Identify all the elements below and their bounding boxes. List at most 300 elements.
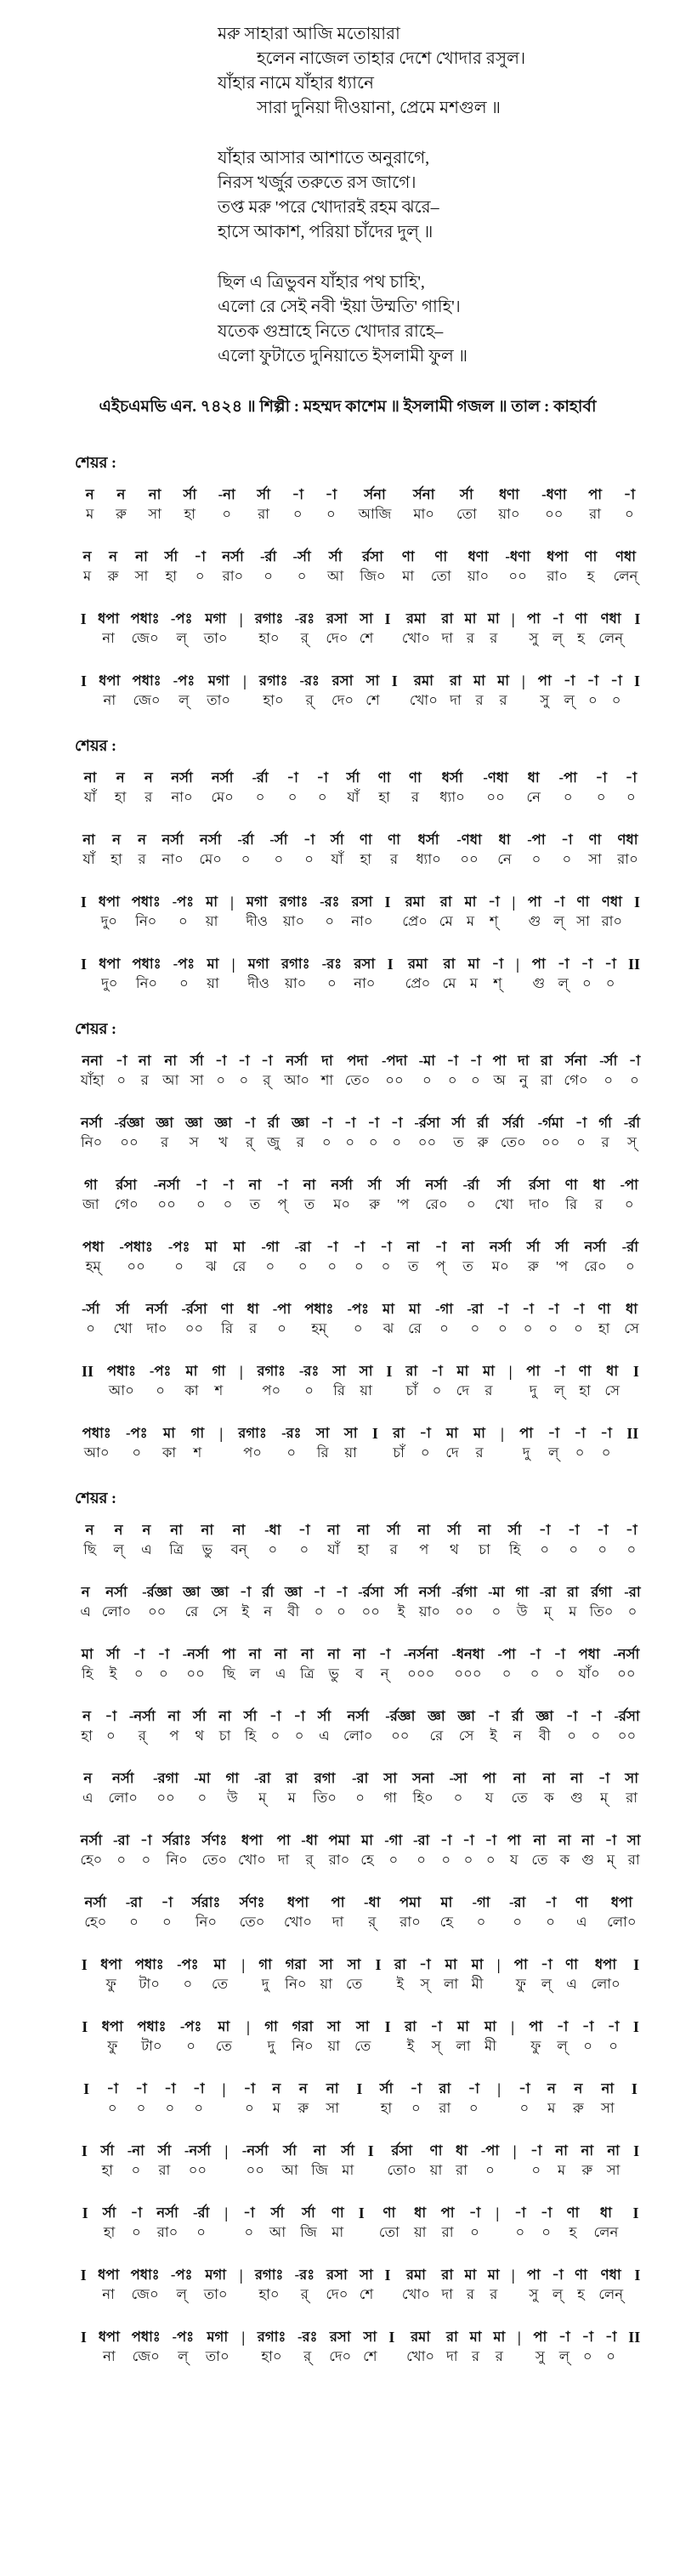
lyric-token: ম [272,2100,280,2116]
sargam-token: রসা [326,610,348,627]
sargam-token: II [626,1425,639,1442]
sargam-token: ন [85,1522,94,1538]
beat-column [400,955,437,994]
sargam-token: ধপা [101,2018,123,2034]
lyric-token: লো০ [343,1728,373,1744]
beat-column [253,672,294,711]
beat-column [532,672,558,711]
beat-column [401,1300,428,1339]
beat-column [354,1893,390,1932]
beat-column [485,955,509,994]
beat-column [118,1424,155,1463]
lyric-token: ০ [241,851,251,867]
lyric-token: হা [357,1541,370,1558]
sargam-token: -া [610,672,622,689]
beat-column [552,2328,575,2367]
beat-column [162,1707,186,1746]
lyric-token: ০ [569,1541,579,1558]
sargam-token: -না [218,486,235,502]
sargam-token: র্সা [526,1239,541,1255]
song-header: এইচএমভি এন. ৭৪২৪ ॥ শিল্পী : মহম্মদ কাশেম ॥ ইসলামী গজল ॥ তাল : কাহার্বা [99,398,597,416]
notation-lyrics-row [75,1300,646,1339]
lyric-token: সু [529,630,539,646]
notation-section [75,1486,654,2367]
lyric-token: ০ [575,1444,585,1461]
lyric-token: তো [456,506,477,522]
beat-column [400,769,430,808]
sargam-token: জ্ঞা [284,1584,303,1600]
beat-column [339,1955,368,1994]
beat-column [462,2204,488,2243]
beat-column [296,1831,323,1870]
beat-column [541,1424,567,1463]
sargam-token: র্সা [447,1522,462,1538]
lyric-token: রি [316,1444,329,1461]
sargam-token: -া [596,1522,609,1538]
sargam-token: না [201,1522,214,1538]
beat-column [208,1114,237,1153]
sargam-token: পধা [578,1646,600,1662]
lyric-token: ই [397,1603,405,1620]
beat-column [280,1583,308,1622]
sargam-token: ণধা [615,548,636,565]
sargam-token: র্রা [511,1708,524,1724]
beat-column [548,2142,574,2181]
lyric-token: দু [529,1382,537,1399]
beat-column [75,1955,94,1994]
sargam-token: -পধাঃ [119,1239,153,1255]
sargam-token: -ধণা [505,548,530,565]
notation-lyrics-row [75,610,646,649]
sargam-token: না [513,1770,526,1786]
lyric-token: তে [354,2038,371,2054]
lyric-token: ম [547,2100,556,2116]
beat-column [382,2328,400,2367]
lyric-token: ০০ [361,1603,381,1620]
lyric-token: লা [444,1976,459,1992]
sargam-token: -রা [624,1584,641,1600]
lyric-token: ত [462,1258,473,1274]
beat-column [241,1300,266,1339]
lyric-token: না [102,630,115,646]
lyric-token: না০ [351,913,373,929]
lyric-token: ০ [554,1665,564,1682]
sargam-token: ধপা [98,610,120,627]
sargam-token: -পঃ [172,2329,195,2345]
lyric-token: শ্ [493,975,502,991]
lyric-token: যাঁ [327,1541,340,1558]
sargam-token: I [356,2080,363,2097]
lyric-token: রা [627,1852,640,1868]
sargam-token: I [384,2018,391,2035]
lyric-token: ০ [178,975,189,991]
sargam-token: ণা [388,831,400,848]
sargam-token: -পঃ [177,1956,199,1972]
lyric-token: রা০ [400,1914,421,1930]
lyric-token: চা [218,1728,231,1744]
beat-column [75,1052,110,1091]
sargam-token: নর্সা [331,1177,353,1193]
beat-column [206,1362,233,1401]
beat-column [231,1424,275,1463]
beat-column [352,831,380,870]
beat-column [286,1114,314,1153]
beat-column [235,1955,252,1994]
beat-column [335,2142,361,2181]
beat-column [298,1300,340,1339]
lyric-token: ০ [244,2224,254,2240]
sargam-token: -রা [351,1770,369,1786]
beat-column [451,1707,481,1746]
sargam-token: -র্সা [269,831,288,848]
lyric-token: র [475,692,484,708]
lyric-token: এ [319,1728,330,1744]
beat-column [108,1114,150,1153]
sargam-token: ধা [498,831,511,848]
lyric-token: দা [446,2348,458,2364]
beat-column [626,2204,646,2243]
sargam-token: ন [144,769,153,786]
beat-column [353,1362,380,1401]
beat-column [95,2204,123,2243]
notation-lyrics-row [75,1955,646,1994]
lyric-token: সা [326,2100,340,2116]
lyric-token: রে০ [425,1196,448,1212]
lyric-token: ০ [299,1541,309,1558]
lyric-token: ০ [540,1541,550,1558]
beat-column [111,1238,161,1277]
sargam-token: ণধা [617,831,638,848]
lyric-token: ০০ [417,1134,437,1150]
sargam-token: -া [430,2018,442,2034]
beat-column [483,1583,510,1622]
lyric-token: রা [158,2162,171,2178]
sargam-token: রসা [351,894,373,910]
sargam-token: ণা [598,1301,611,1317]
beat-column [617,1769,646,1808]
beat-column [281,485,314,525]
sargam-token: I [633,1956,640,1973]
lyric-token: ০ [297,568,307,584]
lyric-token: আ০ [83,1444,110,1461]
lyric-token: শে [366,692,380,708]
beat-column [314,893,345,932]
lyric-token: ভু [201,1541,212,1558]
sargam-token: -া [581,2018,594,2034]
beat-column [249,2266,289,2305]
beat-column [369,769,400,808]
lyric-token: ০০ [508,568,527,584]
beat-column [482,1238,519,1277]
lyric-token: ০ [178,913,188,929]
sargam-token: -র্রা [462,1177,479,1193]
sargam-token: র্সা [190,1053,204,1069]
lyric-token: ০০ [541,1134,560,1150]
lyric-token: এ [80,1603,91,1620]
beat-column [592,1114,618,1153]
sargam-token: -া [518,2080,530,2097]
beat-column [323,2328,357,2367]
sargam-token: -া [293,1708,305,1724]
sargam-token: -া [157,1646,170,1662]
lyric-token: র [144,789,153,805]
sargam-token: পধাঃ [82,1425,111,1441]
sargam-token: -া [105,1708,117,1724]
sargam-token: মগা [246,894,268,910]
beat-column [454,1238,482,1277]
lyric-token: ০ [485,2162,495,2178]
sargam-token: ধপা [286,1894,309,1910]
beat-column [188,1176,215,1215]
lyric-token: ০ [162,1914,172,1930]
notation-lyrics-row [75,1114,646,1153]
lyric-token: দীও [246,913,269,929]
beat-column [151,1645,176,1684]
sargam-token: র্সা [379,2080,394,2097]
beat-column [255,1052,278,1091]
sargam-token: ন [116,486,126,502]
beat-column [93,2328,126,2367]
sargam-token: ধা [246,1301,259,1317]
beat-column [75,485,105,525]
sargam-token: I [80,894,87,911]
beat-column [293,672,325,711]
beat-column [616,769,646,808]
sargam-token: ন [81,1584,90,1600]
lyric-token: র [466,2286,474,2302]
lyric-token: ম [469,975,479,991]
sargam-token: ন [114,1522,123,1538]
beat-column [214,1300,241,1339]
sargam-token: | [497,2080,502,2097]
beat-column [348,955,381,994]
beat-column [491,672,515,711]
sargam-token: -পঃ [172,894,195,910]
lyric-token: ০০ [246,2162,264,2178]
sargam-token: না [232,1522,246,1538]
sargam-token: -মা [194,1770,211,1786]
sargam-token: I [386,1363,393,1380]
lyric-token: র [495,2348,503,2364]
beat-column [446,1583,483,1622]
sargam-token: সনা [411,1770,434,1786]
sargam-token: র্গা [598,1115,612,1131]
sargam-token: সা [347,1956,361,1972]
lyric-token: লো০ [108,1790,138,1806]
lyric-token: ০ [574,1320,583,1336]
lyric-token: য়া০ [467,568,490,584]
lyric-token: ০ [485,1852,496,1868]
beat-column [376,1300,401,1339]
sargam-token: র্সণঃ [239,1894,265,1910]
lyric-token: চাঁ [393,1444,405,1461]
lyric-token: হা০ [258,630,280,646]
notation-lyrics-row [75,2204,646,2243]
beat-column [509,955,526,994]
sargam-token: -া [434,1239,447,1255]
sargam-token: রগাঃ [254,610,284,627]
beat-column [355,1831,379,1870]
sargam-token: না [167,1708,181,1724]
lyric-token: তি০ [313,1790,337,1806]
beat-column [599,2328,622,2367]
lyric-token: ০ [304,851,314,867]
lyric-token: ০ [611,692,621,708]
sargam-token: -পঃ [170,2267,193,2283]
beat-column [628,672,646,711]
sargam-token: -া [552,894,565,910]
sargam-token: -া [419,1425,431,1441]
sargam-token: -রা [254,1770,271,1786]
sargam-token: র্সা [367,1177,382,1193]
lyric-token: ০০ [184,1320,204,1336]
notation-section [75,734,654,994]
sargam-token: -া [626,1522,638,1538]
lyric-token: ০ [470,2224,479,2240]
beat-column [75,1769,101,1808]
lyric-token: ০ [133,1665,144,1682]
lyric-token: র্ [246,1134,254,1150]
poem-line: এলো রে সেই নবী 'ইয়া উম্মতি' গাহি'। [218,298,461,316]
beat-column [564,2080,592,2119]
sargam-token: ধা [599,2204,612,2221]
beat-column [138,485,173,525]
sargam-token: র্রসা [116,1177,137,1193]
beat-column [218,2142,235,2181]
sargam-token: ন [83,1770,93,1786]
beat-column [201,672,236,711]
beat-column [422,548,459,587]
lyric-token: য়া [429,2162,443,2178]
beat-column [524,2142,548,2181]
beat-column [449,2142,474,2181]
sargam-token: পধাঃ [132,672,162,689]
sargam-token: -া [547,1301,559,1317]
beat-column [110,1052,133,1091]
sargam-token: I [80,2329,87,2346]
sargam-token: -নর্সা [613,1646,640,1662]
sargam-token: | [243,672,247,689]
beat-column [191,831,230,870]
sargam-token: -া [292,486,304,502]
beat-column [126,955,167,994]
sargam-token: জ্ঞা [536,1708,554,1724]
beat-column [75,548,99,587]
sargam-token: র্সা [507,1522,522,1538]
lyric-token: ০ [222,506,232,522]
sargam-token: I [82,2018,88,2035]
sargam-token: মগা [205,2267,227,2283]
beat-column [75,2204,95,2243]
beat-column [519,831,553,870]
sargam-token: না [357,1522,370,1538]
beat-column [371,2204,406,2243]
lyric-token: ০০ [120,1134,139,1150]
beat-column [314,485,348,525]
sargam-token: -র্সা [292,548,311,565]
lyric-token: র [601,1134,609,1150]
sargam-token: নর্সা [286,1053,308,1069]
lyric-token: রু [581,2162,593,2178]
sargam-token: সা [360,610,373,627]
sargam-token: -া [586,672,599,689]
lyric-token: ম্ [599,1790,609,1806]
sargam-token: র্সা [460,486,473,502]
sargam-token: -া [604,1832,617,1848]
lyric-token: হ [569,2224,577,2240]
sargam-token: রা [443,956,456,972]
beat-column [75,2266,92,2305]
beat-column [209,1052,232,1091]
beat-column [434,893,459,932]
lyric-token: হা [103,2224,116,2240]
lyric-token: ০ [626,1541,637,1558]
lyric-token: আ [162,1072,179,1088]
sargam-token: র্সা [451,1115,466,1131]
beat-column [510,1583,534,1622]
beat-column [562,1583,585,1622]
beat-column [435,1831,457,1870]
beat-column [187,1707,212,1746]
sargam-token: ধপা [99,672,121,689]
sargam-token: -নর্সা [184,2142,211,2159]
beat-column [348,1521,378,1560]
beat-column [323,831,352,870]
lyric-token: ০ [476,1914,486,1930]
beat-column [289,2080,317,2119]
beat-column [75,1831,108,1870]
lyric-token: সা [576,913,590,929]
sargam-token: -সা [449,1770,468,1786]
sargam-token: -া [604,2329,617,2345]
beat-column [289,610,320,649]
lyric-token: না [103,692,116,708]
lyric-token: য [509,1852,518,1868]
lyric-token: ০ [453,1790,463,1806]
sargam-token: র্রসা [529,1177,550,1193]
sargam-token: -া [590,1708,602,1724]
beat-column [613,1176,646,1215]
sargam-token: -া [544,1894,557,1910]
sargam-token: মা [469,2329,482,2345]
lyric-token: লেন্ [613,568,638,584]
sargam-token: II [81,1363,94,1380]
beat-column [178,1583,206,1622]
beat-column [75,1707,99,1746]
lyric-token: এ [566,1976,577,1992]
beat-column [249,610,289,649]
lyric-token: ধ্যা০ [439,789,465,805]
lyric-token: অ [493,1072,506,1088]
lyric-token: র [296,1134,304,1150]
sargam-token: | [222,2080,226,2097]
sargam-token: র্সা [102,2204,116,2221]
sargam-token: মা [218,2018,230,2034]
beat-column [372,1645,397,1684]
sargam-token: -া [556,2018,569,2034]
beat-column [430,2080,459,2119]
beat-column [512,1052,535,1091]
sargam-token: -া [547,1425,560,1441]
beat-column [626,1362,646,1401]
sargam-token: -া [343,1115,356,1131]
beat-column [185,2204,217,2243]
lyric-token: গে০ [114,1196,139,1212]
beat-column [462,1893,500,1932]
beat-column [242,1645,268,1684]
lyric-token: র [490,2286,498,2302]
lyric-token: ০ [630,1072,639,1088]
